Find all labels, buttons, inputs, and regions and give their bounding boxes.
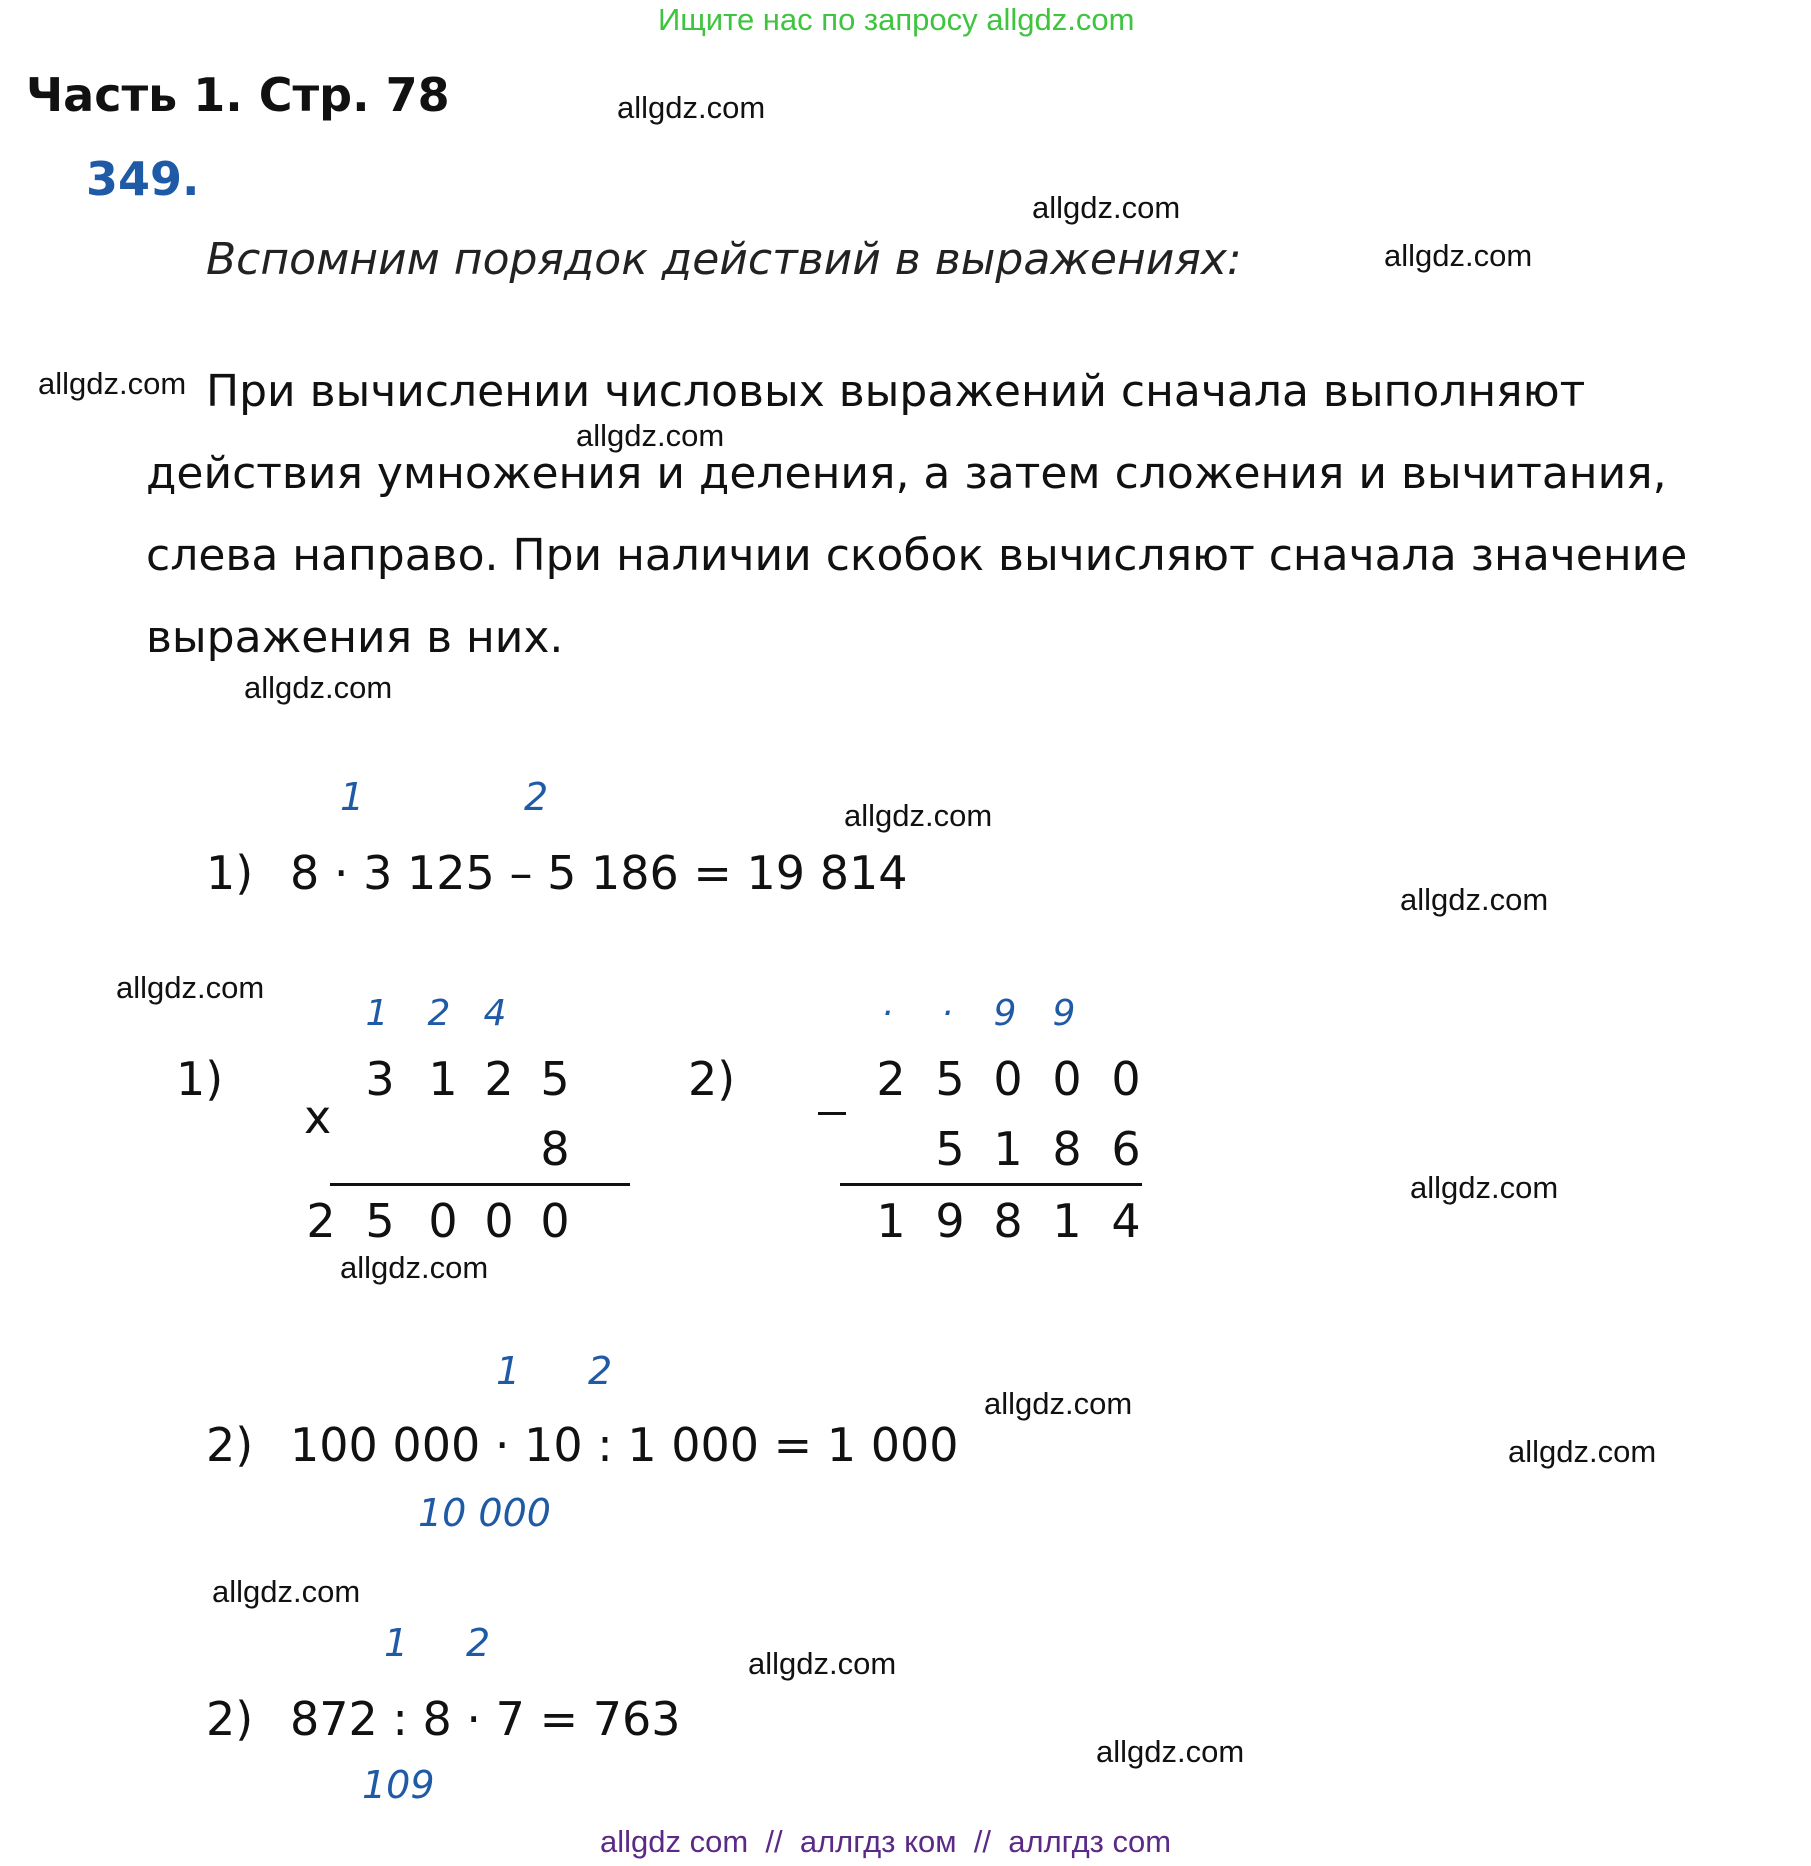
- expression-label: 2): [206, 1692, 254, 1746]
- order-mark: 2: [466, 1621, 491, 1665]
- watermark: allgdz.com: [984, 1386, 1133, 1421]
- digit: 6: [1111, 1122, 1141, 1176]
- order-mark: 2: [524, 775, 549, 819]
- watermark: allgdz.com: [617, 90, 766, 125]
- watermark: allgdz.com: [1032, 190, 1181, 225]
- intermediate-result: 10 000: [418, 1491, 551, 1535]
- top-banner[interactable]: Ищите нас по запросу allgdz.com: [658, 2, 1135, 37]
- digit: 4: [1111, 1194, 1141, 1248]
- digit: 1: [1052, 1194, 1082, 1248]
- digit: 8: [993, 1194, 1023, 1248]
- watermark: allgdz.com: [1508, 1434, 1657, 1469]
- digit: 0: [428, 1194, 458, 1248]
- watermark: allgdz.com: [1400, 882, 1549, 917]
- watermark: allgdz.com: [748, 1646, 897, 1681]
- digit: 2: [484, 1052, 514, 1106]
- digit: 3: [365, 1052, 395, 1106]
- watermark: allgdz.com: [212, 1574, 361, 1609]
- digit: 5: [935, 1122, 965, 1176]
- carry-digit: 4: [483, 993, 507, 1034]
- digit: 0: [993, 1052, 1023, 1106]
- digit: 0: [484, 1194, 514, 1248]
- rule-line-4: выражения в них.: [146, 612, 564, 663]
- digit: 2: [306, 1194, 336, 1248]
- expression-1: 8 · 3 125 – 5 186 = 19 814: [290, 846, 908, 900]
- digit: 8: [540, 1122, 570, 1176]
- borrow-mark: ·: [941, 993, 953, 1034]
- digit: 0: [1111, 1052, 1141, 1106]
- digit: 0: [540, 1194, 570, 1248]
- borrow-mark: ·: [881, 993, 893, 1034]
- order-mark: 1: [340, 775, 365, 819]
- digit: 5: [540, 1052, 570, 1106]
- minus-sign: [818, 1112, 846, 1115]
- calc-label: 2): [688, 1052, 736, 1106]
- expression-2: 100 000 · 10 : 1 000 = 1 000: [290, 1418, 959, 1472]
- expression-3: 872 : 8 · 7 = 763: [290, 1692, 681, 1746]
- digit: 5: [935, 1052, 965, 1106]
- carry-digit: 1: [365, 993, 389, 1034]
- carry-digit: 2: [427, 993, 451, 1034]
- task-number: 349.: [86, 152, 200, 206]
- digit: 1: [993, 1122, 1023, 1176]
- watermark: allgdz.com: [1384, 238, 1533, 273]
- calc-underline: [840, 1183, 1142, 1186]
- rule-line-3: слева направо. При наличии скобок вычисляют сначала значение: [146, 530, 1688, 581]
- order-mark: 2: [588, 1349, 613, 1393]
- digit: 9: [935, 1194, 965, 1248]
- watermark: allgdz.com: [1410, 1170, 1559, 1205]
- watermark: allgdz.com: [38, 366, 187, 401]
- digit: 5: [365, 1194, 395, 1248]
- footer-links[interactable]: allgdz com // аллгдз ком // аллгдз com: [600, 1824, 1172, 1859]
- calc-underline: [330, 1183, 630, 1186]
- digit: 1: [876, 1194, 906, 1248]
- calc-label: 1): [176, 1052, 224, 1106]
- digit: 1: [428, 1052, 458, 1106]
- rule-subtitle: Вспомним порядок действий в выражениях:: [206, 234, 1242, 285]
- page-heading: Часть 1. Стр. 78: [26, 68, 450, 122]
- watermark: allgdz.com: [1096, 1734, 1245, 1769]
- watermark: allgdz.com: [844, 798, 993, 833]
- rule-line-1: При вычислении числовых выражений сначала выполняют: [206, 366, 1586, 417]
- watermark: allgdz.com: [576, 418, 725, 453]
- watermark: allgdz.com: [244, 670, 393, 705]
- digit: 8: [1052, 1122, 1082, 1176]
- expression-label: 1): [206, 846, 254, 900]
- order-mark: 1: [384, 1621, 409, 1665]
- watermark: allgdz.com: [116, 970, 265, 1005]
- borrow-mark: 9: [993, 993, 1017, 1034]
- watermark: allgdz.com: [340, 1250, 489, 1285]
- order-mark: 1: [496, 1349, 521, 1393]
- multiply-sign: x: [304, 1090, 332, 1144]
- borrow-mark: 9: [1052, 993, 1076, 1034]
- digit: 0: [1052, 1052, 1082, 1106]
- intermediate-result: 109: [362, 1763, 435, 1807]
- expression-label: 2): [206, 1418, 254, 1472]
- digit: 2: [876, 1052, 906, 1106]
- rule-line-2: действия умножения и деления, а затем сложения и вычитания,: [146, 448, 1667, 499]
